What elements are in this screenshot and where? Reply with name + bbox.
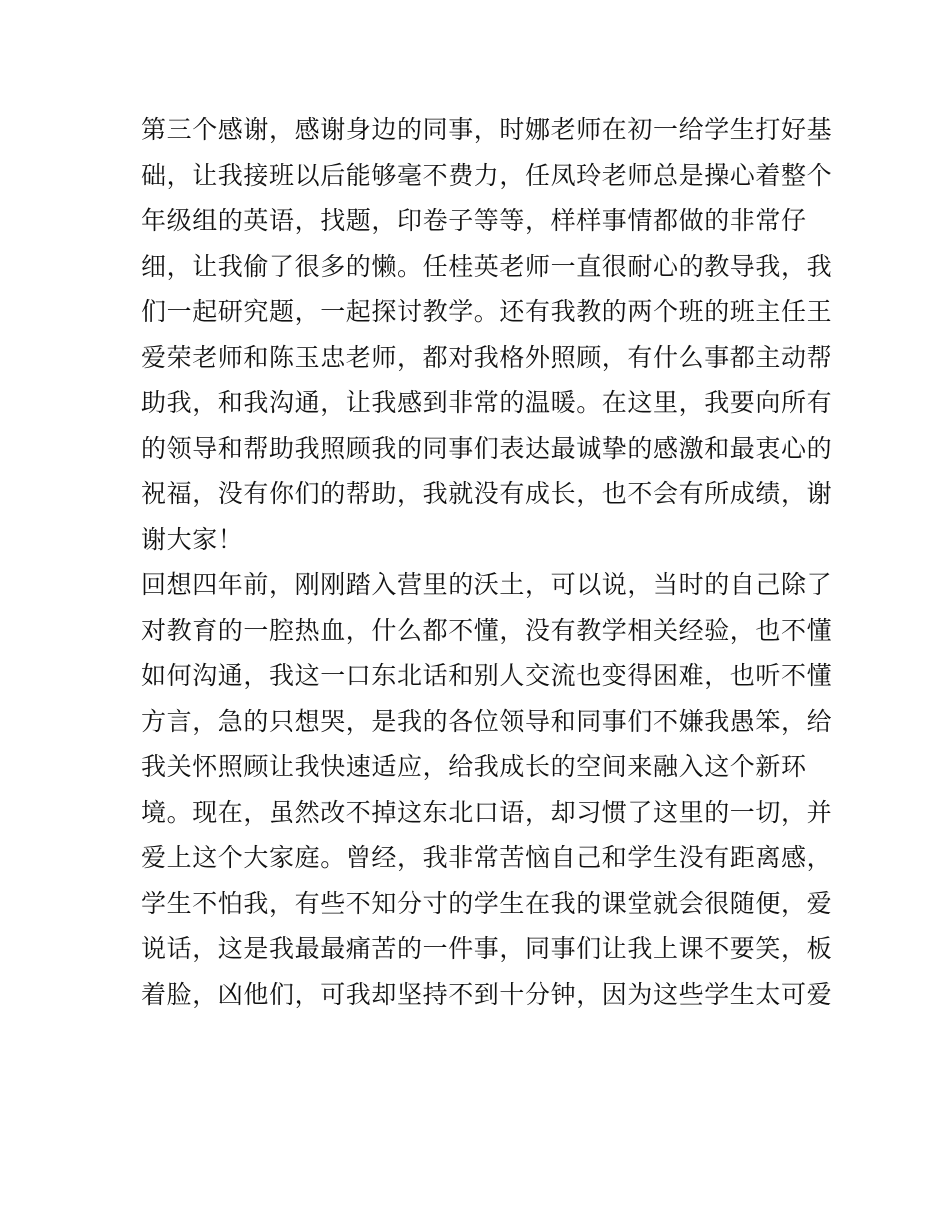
text-line: 说话，这是我最最痛苦的一件事，同事们让我上课不要笑，板: [141, 934, 833, 963]
text-line: 爱荣老师和陈玉忠老师，都对我格外照顾，有什么事都主动帮: [141, 342, 833, 372]
text-line: 助我，和我沟通，让我感到非常的温暖。在这里，我要向所有: [141, 388, 833, 417]
text-line: 祝福，没有你们的帮助，我就没有成长，也不会有所成绩，谢: [141, 479, 833, 508]
text-line: 们一起研究题，一起探讨教学。还有我教的两个班的班主任王: [141, 297, 833, 326]
text-line: 我关怀照顾让我快速适应，给我成长的空间来融入这个新环: [141, 752, 807, 781]
text-line: 年级组的英语，找题，印卷子等等，样样事情都做的非常仔: [141, 206, 807, 235]
text-line: 方言，急的只想哭，是我的各位领导和同事们不嫌我愚笨，给: [141, 706, 833, 736]
text-line: 着脸，凶他们，可我却坚持不到十分钟，因为这些学生太可爱: [141, 979, 833, 1009]
text-line: 学生不怕我，有些不知分寸的学生在我的课堂就会很随便，爱: [141, 888, 833, 918]
text-line: 础，让我接班以后能够毫不费力，任凤玲老师总是操心着整个: [141, 160, 833, 190]
text-line: 回想四年前，刚刚踏入营里的沃土，可以说，当时的自己除了: [141, 570, 833, 599]
text-line: 谢大家！: [141, 524, 244, 554]
text-line: 第三个感谢，感谢身边的同事，时娜老师在初一给学生打好基: [141, 115, 833, 144]
text-line: 如何沟通，我这一口东北话和别人交流也变得困难，也听不懂: [141, 661, 833, 690]
text-line: 对教育的一腔热血，什么都不懂，没有教学相关经验，也不懂: [141, 615, 833, 645]
text-line: 爱上这个大家庭。曾经，我非常苦恼自己和学生没有距离感，: [141, 843, 833, 872]
text-line: 细，让我偷了很多的懒。任桂英老师一直很耐心的教导我，我: [141, 251, 833, 281]
text-line: 境。现在，虽然改不掉这东北口语，却习惯了这里的一切，并: [141, 797, 833, 827]
body-text: [141, 107, 833, 1017]
text-line: 的领导和帮助我照顾我的同事们表达最诚挚的感激和最衷心的: [141, 433, 833, 463]
